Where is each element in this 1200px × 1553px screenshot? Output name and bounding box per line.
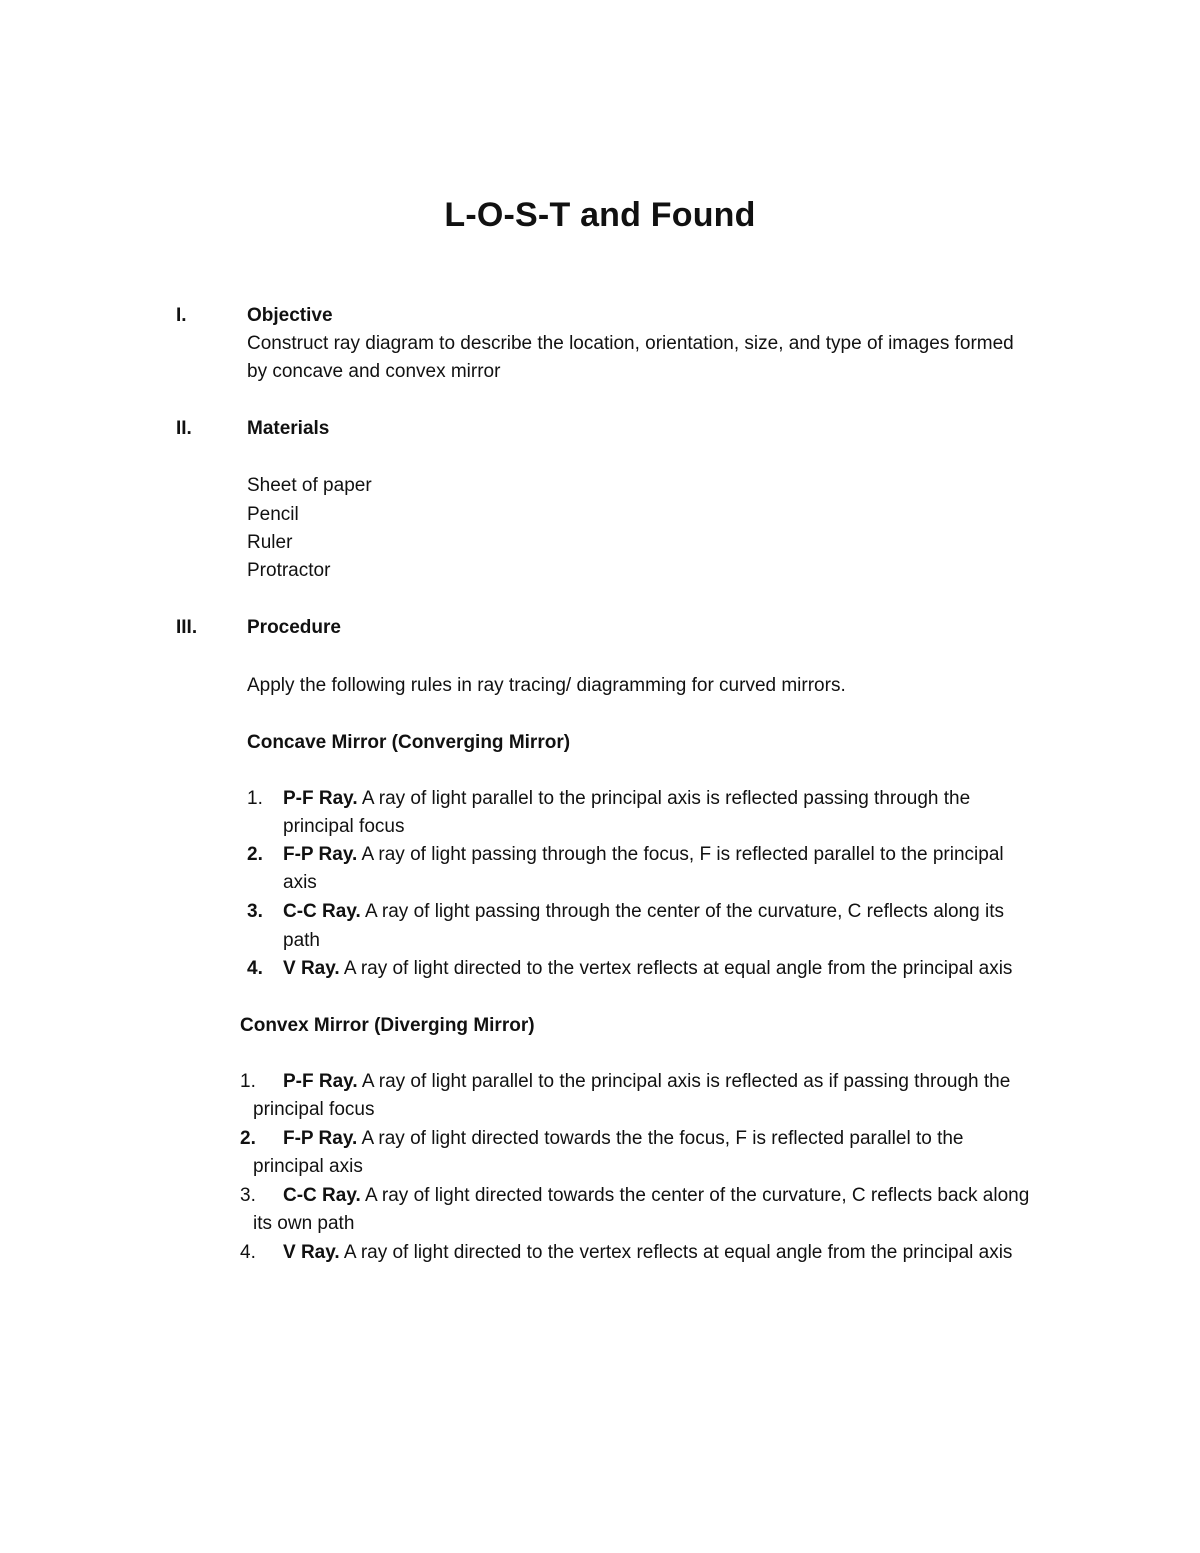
- rule-label: F-P Ray.: [283, 1128, 358, 1149]
- concave-rule-number: 3.: [247, 901, 263, 922]
- rule-label: C-C Ray.: [283, 901, 361, 922]
- concave-rule-number: 2.: [247, 844, 263, 865]
- concave-rule-line: [283, 787, 970, 811]
- convex-rule-continuation: its own path: [253, 1213, 355, 1234]
- rule-label: P-F Ray.: [283, 1071, 358, 1092]
- rule-text: A ray of light directed to the vertex reflects at equal angle from the principal axis: [339, 958, 1013, 979]
- concave-rule-continuation: path: [283, 930, 320, 951]
- material-item: Protractor: [247, 560, 331, 581]
- rule-text: A ray of light directed towards the center of the curvature, C reflects back along: [360, 1185, 1030, 1206]
- rule-text: A ray of light passing through the center of the curvature, C reflects along its: [360, 901, 1004, 922]
- page-title: L-O-S-T and Found: [444, 196, 756, 234]
- material-item: Pencil: [247, 504, 299, 525]
- material-item: Sheet of paper: [247, 475, 372, 496]
- concave-rule-line: [283, 843, 1004, 867]
- concave-rule-continuation: principal focus: [283, 816, 405, 837]
- convex-rule-line: [283, 1184, 1029, 1208]
- rule-label: V Ray.: [283, 958, 340, 979]
- section-heading-objective: Objective: [247, 305, 333, 326]
- rule-text: A ray of light parallel to the principal axis is reflected passing through the: [357, 788, 971, 809]
- convex-rule-continuation: principal focus: [253, 1099, 375, 1120]
- rule-label: C-C Ray.: [283, 1185, 361, 1206]
- convex-heading: Convex Mirror (Diverging Mirror): [240, 1015, 535, 1036]
- section-heading-procedure: Procedure: [247, 617, 341, 638]
- concave-rule-number: 1.: [247, 788, 263, 809]
- rule-text: A ray of light directed to the vertex reflects at equal angle from the principal axis: [339, 1242, 1013, 1263]
- convex-rule-line: [283, 1070, 1010, 1094]
- convex-rule-line: [283, 1241, 1012, 1265]
- concave-heading: Concave Mirror (Converging Mirror): [247, 732, 571, 753]
- rule-label: V Ray.: [283, 1242, 340, 1263]
- convex-rule-line: [283, 1127, 963, 1151]
- section-numeral-materials: II.: [176, 418, 192, 439]
- convex-rule-number: 2.: [240, 1128, 256, 1149]
- concave-rule-line: [283, 900, 1004, 924]
- convex-rule-number: 4.: [240, 1242, 256, 1263]
- convex-rule-continuation: principal axis: [253, 1156, 363, 1177]
- concave-rule-number: 4.: [247, 958, 263, 979]
- concave-rule-continuation: axis: [283, 872, 317, 893]
- section-numeral-procedure: III.: [176, 617, 198, 638]
- objective-text-line1: Construct ray diagram to describe the location, orientation, size, and type of images formed: [247, 333, 1014, 354]
- convex-rule-number: 3.: [240, 1185, 256, 1206]
- rule-label: P-F Ray.: [283, 788, 358, 809]
- rule-text: A ray of light passing through the focus, F is reflected parallel to the principal: [357, 844, 1004, 865]
- convex-rule-number: 1.: [240, 1071, 256, 1092]
- section-heading-materials: Materials: [247, 418, 330, 439]
- rule-text: A ray of light directed towards the the focus, F is reflected parallel to the: [357, 1128, 964, 1149]
- rule-text: A ray of light parallel to the principal axis is reflected as if passing through the: [357, 1071, 1011, 1092]
- rule-label: F-P Ray.: [283, 844, 358, 865]
- objective-text-line2: by concave and convex mirror: [247, 361, 501, 382]
- section-numeral-objective: I.: [176, 305, 187, 326]
- material-item: Ruler: [247, 532, 293, 553]
- concave-rule-line: [283, 957, 1012, 981]
- procedure-intro: Apply the following rules in ray tracing/ diagramming for curved mirrors.: [247, 675, 846, 696]
